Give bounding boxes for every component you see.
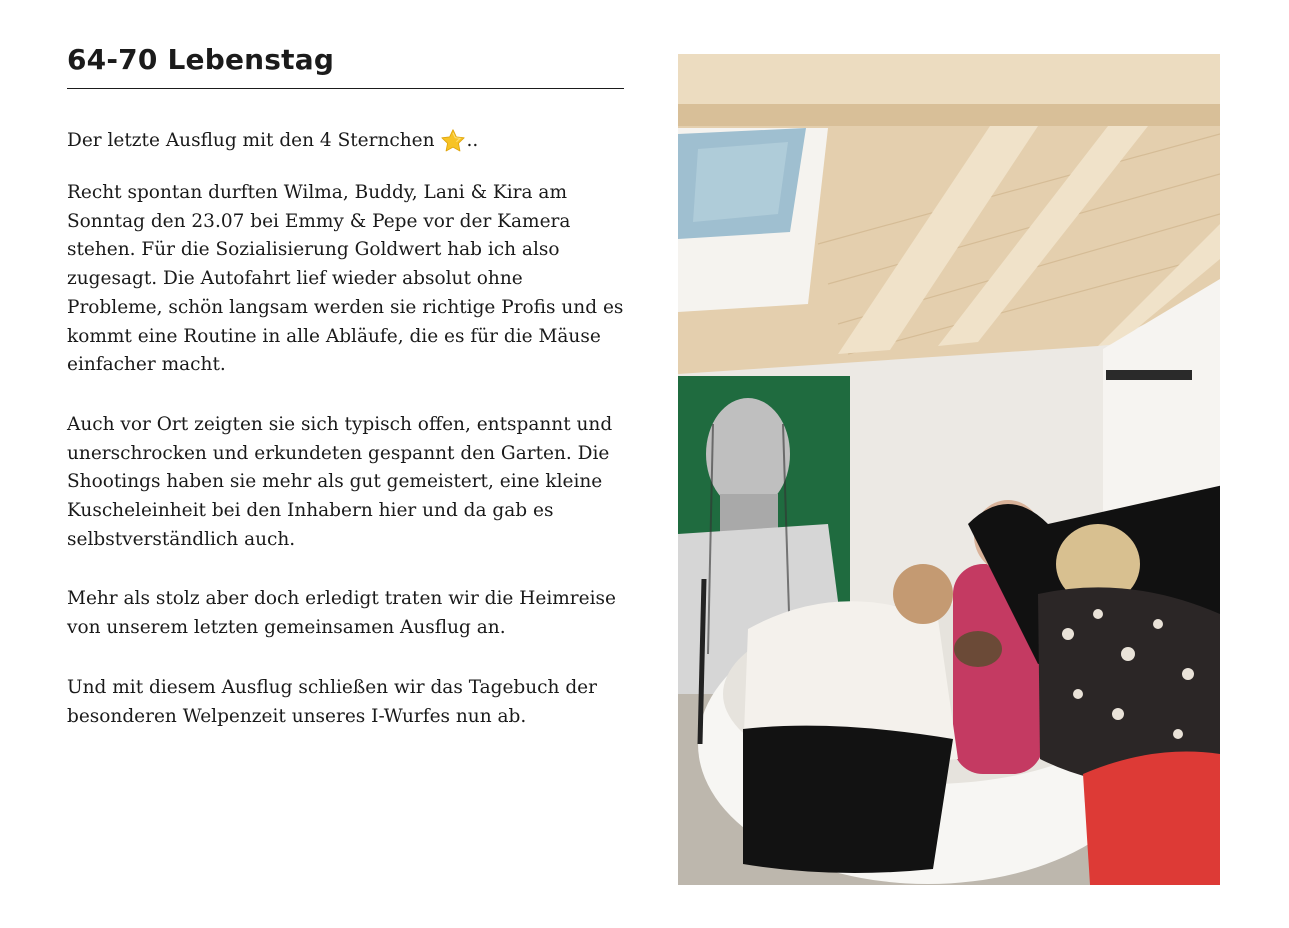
puppy-photo	[678, 54, 1220, 885]
intro-text: Der letzte Ausflug mit den 4 Sternchen	[67, 130, 435, 151]
paragraph-4: Und mit diesem Ausflug schließen wir das Tagebuch der besonderen Welpenzeit unseres I-Wurfes nun ab.	[67, 676, 597, 727]
article-text	[67, 40, 624, 731]
paragraph-1: Recht spontan durften Wilma, Buddy, Lani & Kira am Sonntag den 23.07 bei Emmy & Pepe vor der Kamera stehen. Für die Sozialisierung Goldwert hab ich also zugesagt. Die Autofahrt lief wieder absolut ohne Probleme, schön langsam werden sie richtige Profis und es kommt eine Routine in alle Abläufe, die es für die Mäuse einfacher macht.	[67, 182, 624, 376]
star-emoji-icon	[440, 128, 466, 154]
intro-line	[67, 127, 624, 155]
intro-suffix: ..	[466, 130, 479, 151]
title-divider	[67, 88, 624, 89]
paragraph-3: Mehr als stolz aber doch erledigt traten wir die Heimreise von unserem letzten gemeinsamen Ausflug an.	[67, 588, 616, 639]
paragraph-2: Auch vor Ort zeigten sie sich typisch offen, entspannt und unerschrocken und erkundeten gespannt den Garten. Die Shootings haben sie mehr als gut gemeistert, eine kleine Kuscheleinheit bei den Inhabern hier und da gab es selbstverständlich auch.	[67, 413, 613, 550]
page-title: 64-70 Lebenstag	[67, 43, 335, 76]
